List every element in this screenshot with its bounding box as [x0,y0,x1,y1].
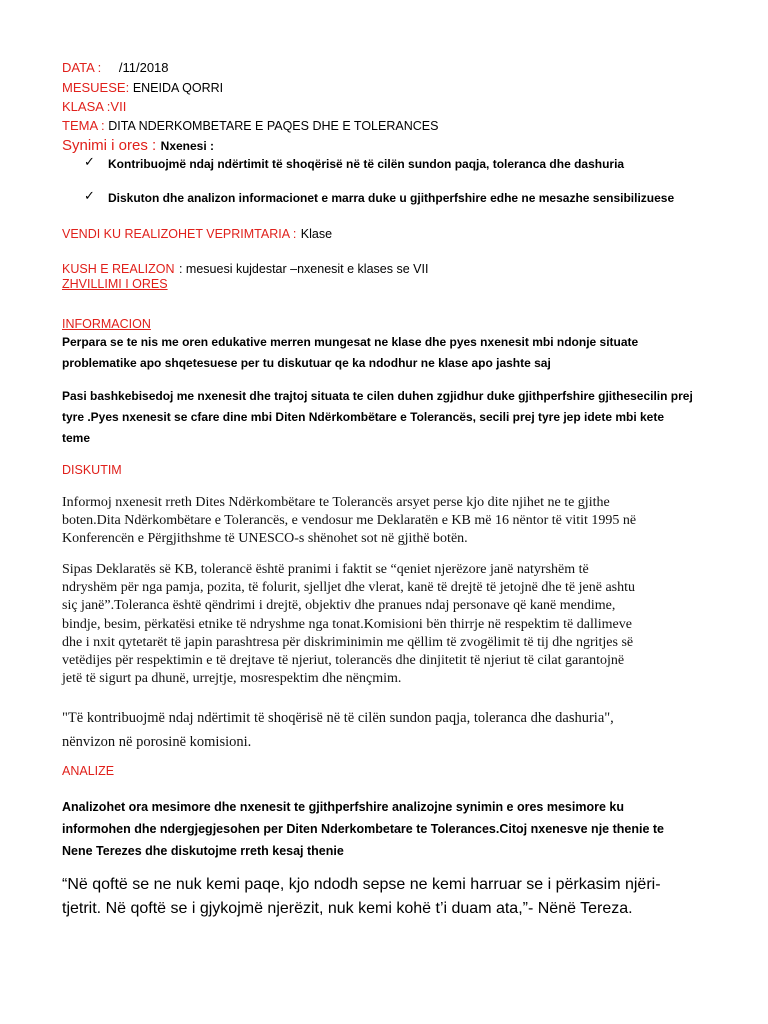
text-line: Perpara se te nis me oren edukative merren mungesat ne klase dhe pyes nxenesit mbi ndonje situate [62,335,639,349]
objective-item-2: Diskuton dhe analizon informacionet e marra duke u gjithperfshire edhe ne mesazhe sensibilizuese [108,191,675,205]
mother-teresa-quote [62,873,712,921]
topic-line [62,118,438,133]
text-line: bindje, besim, përkatësi etnike të ndryshme nga tonat.Komisioni bën thirrje në respektim të dallimeve [62,616,632,632]
analysis-heading: ANALIZE [62,764,115,778]
date-label: DATA : [62,60,102,75]
date-value: /11/2018 [118,60,169,75]
text-line: informohen dhe ndergjegjesohen per Diten Nderkombetare te Tolerances.Citoj nxenesve nje thenie te [62,822,664,836]
class-label: KLASA : [62,99,111,114]
performer-label: KUSH E REALIZON [62,262,175,276]
class-line [62,99,126,114]
topic-label: TEMA : [62,118,105,133]
text-line: “Në qoftë se ne nuk kemi paqe, kjo ndodh sepse ne kemi harruar se i përkasim njëri- [62,876,661,893]
venue-label: VENDI KU REALIZOHET VEPRIMTARIA : [62,227,297,241]
teacher-label: MESUESE: [62,80,130,95]
information-paragraph-1 [62,332,712,374]
goal-value: Nxenesi : [160,139,215,153]
text-line: siç janë”.Toleranca është qëndrimi i drejtë, objektiv dhe pranues ndaj personave që kanë mendime, [62,598,616,614]
text-line: "Të kontribuojmë ndaj ndërtimit të shoqërisë në të cilën sundon paqja, toleranca dhe dashuria", [62,710,614,726]
text-line: Informoj nxenesit rreth Dites Ndërkombëtare te Tolerancës arsyet perse kjo dite njihet ne te gjithe [62,495,610,510]
text-line: boten.Dita Ndërkombëtare e Tolerancës, e vendosur me Deklaratën e KB më 16 nëntor të vitit 1995 në [62,513,637,529]
text-line: Sipas Deklaratës së KB, tolerancë është pranimi i faktit se “qeniet njerëzore janë natyrshëm të [62,562,589,577]
text-line: nënvizon në porosinë komisioni. [62,734,252,750]
venue-value: Klase [300,227,333,241]
performer-value: : mesuesi kujdestar –nxenesit e klases se VII [178,262,429,276]
text-line: dhe i nxit qytetarët të japin parashtresa për diskriminimin me qëllim të zvogëlimit të tij dhe ngritjes së [62,634,634,650]
discussion-paragraph-2 [62,561,712,688]
check-icon: ✓ [84,154,95,169]
objective-item-1: Kontribuojmë ndaj ndërtimit të shoqërisë në të cilën sundon paqja, toleranca dhe dashuria [108,157,625,171]
text-line: tyre .Pyes nxenesit se cfare dine mbi Diten Ndërkombëtare e Tolerancës, secili prej tyre jep idete mbi kete [62,410,665,424]
text-line: teme [62,431,91,445]
goal-line [62,137,214,155]
information-heading: INFORMACION [62,317,151,331]
check-icon: ✓ [84,188,95,203]
analysis-paragraph [62,796,712,862]
information-paragraph-2 [62,386,712,449]
teacher-line [62,80,223,95]
development-heading: ZHVILLIMI I ORES [62,277,168,291]
text-line: vetëdijes për respektimin e të drejtave të njeriut, tolerancës dhe dinjitetit të njeriut të cilat garantojnë [62,653,625,669]
text-line: Analizohet ora mesimore dhe nxenesit te gjithperfshire analizojne synimin e ores mesimore ku [62,800,624,814]
class-value: VII [110,99,127,114]
discussion-paragraph-1 [62,494,712,549]
teacher-name: ENEIDA QORRI [132,81,224,95]
text-line: Nene Terezes dhe diskutojme rreth kesaj thenie [62,844,344,858]
text-line: Pasi bashkebisedoj me nxenesit dhe trajtoj situata te cilen duhen zgjidhur duke gjithperfshire gjithesecilin prej [62,389,693,403]
text-line: problematike apo shqetesuese per tu diskutuar qe ka ndodhur ne klase apo jashte saj [62,356,551,370]
date-line [62,60,169,75]
venue-line [62,225,332,243]
discussion-paragraph-3 [62,706,712,754]
text-line: Konferencën e Përgjithshme të UNESCO-s shënohet sot në gjithë botën. [62,531,468,547]
text-line: tjetrit. Në qoftë se i gjykojmë njerëzit, nuk kemi kohë t’i duam ata,”- Nënë Tereza. [62,900,633,917]
text-line: jetë të sigurt pa dhunë, urrejtje, mosrespektim dhe nënçmim. [62,671,402,687]
performer-line [62,260,428,278]
text-line: ndryshëm për nga pamja, pozita, të folurit, sjelljet dhe vlerat, kanë të drejtë të jetojnë dhe të jenë ashtu [62,580,636,596]
topic-value: DITA NDERKOMBETARE E PAQES DHE E TOLERANCES [108,119,439,133]
discussion-heading: DISKUTIM [62,463,122,477]
goal-label: Synimi i ores : [62,137,157,154]
